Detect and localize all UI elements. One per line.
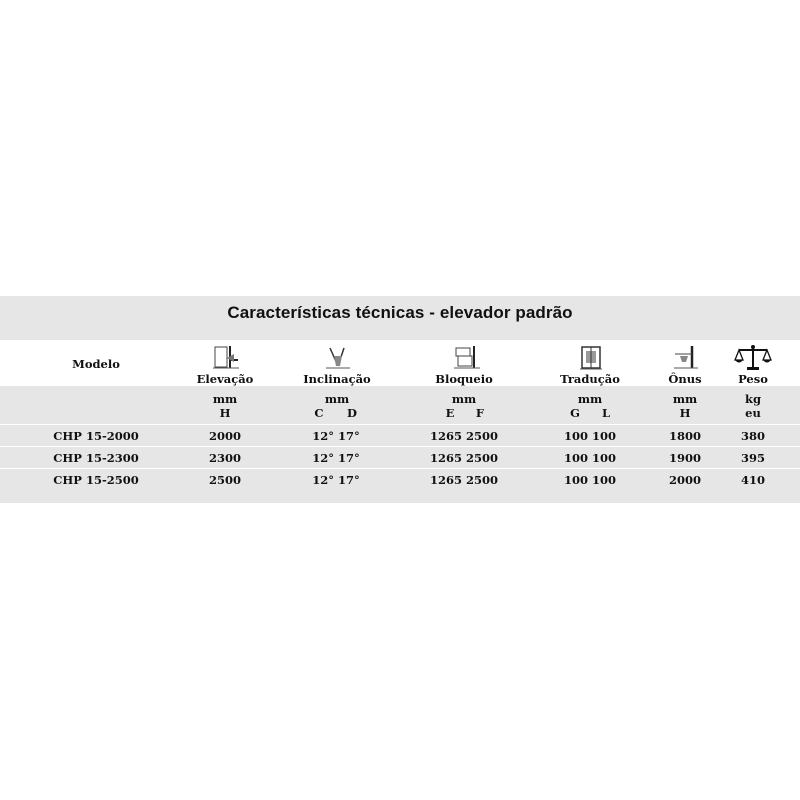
cell-onus: 1800 bbox=[668, 429, 702, 443]
unit-bloqueio: mm bbox=[451, 392, 477, 406]
cell-peso: 395 bbox=[740, 451, 766, 465]
cell-peso: 380 bbox=[740, 429, 766, 443]
sub-bloqueio-f: F bbox=[475, 406, 485, 420]
lock-icon bbox=[452, 344, 482, 372]
header-inclinacao: Inclinação bbox=[303, 372, 371, 386]
sub-peso-eu: eu bbox=[745, 406, 761, 420]
sub-inclinacao-c: C bbox=[314, 406, 324, 420]
unit-traducao: mm bbox=[577, 392, 603, 406]
cell-inclinacao: 12° 17° bbox=[312, 429, 360, 443]
sub-traducao-g: G bbox=[570, 406, 580, 420]
cell-elevacao: 2300 bbox=[208, 451, 242, 465]
header-modelo: Modelo bbox=[72, 357, 120, 371]
unit-elevacao: mm bbox=[212, 392, 238, 406]
unit-onus: mm bbox=[672, 392, 698, 406]
sub-onus-h: H bbox=[679, 406, 691, 420]
cell-inclinacao: 12° 17° bbox=[312, 451, 360, 465]
cell-model: CHP 15-2300 bbox=[53, 451, 139, 465]
sub-inclinacao-d: D bbox=[347, 406, 357, 420]
cell-bloqueio: 1265 2500 bbox=[429, 451, 499, 465]
tilt-icon bbox=[324, 344, 352, 372]
load-icon bbox=[672, 344, 700, 372]
scale-icon bbox=[734, 344, 772, 372]
cell-elevacao: 2000 bbox=[208, 429, 242, 443]
header-traducao: Tradução bbox=[560, 372, 620, 386]
cell-inclinacao: 12° 17° bbox=[312, 473, 360, 487]
cell-bloqueio: 1265 2500 bbox=[429, 429, 499, 443]
header-elevacao: Elevação bbox=[196, 372, 254, 386]
unit-peso: kg bbox=[744, 392, 762, 406]
cell-model: CHP 15-2500 bbox=[53, 473, 139, 487]
unit-inclinacao: mm bbox=[324, 392, 350, 406]
cell-model: CHP 15-2000 bbox=[53, 429, 139, 443]
row-divider bbox=[0, 424, 800, 425]
header-onus: Ônus bbox=[668, 372, 702, 386]
cell-traducao: 100 100 bbox=[563, 473, 617, 487]
sub-bloqueio-e: E bbox=[445, 406, 455, 420]
cell-onus: 2000 bbox=[668, 473, 702, 487]
table-title: Características técnicas - elevador padrão bbox=[227, 303, 573, 322]
cell-traducao: 100 100 bbox=[563, 451, 617, 465]
cell-peso: 410 bbox=[740, 473, 766, 487]
translation-icon bbox=[580, 344, 602, 372]
header-peso: Peso bbox=[738, 372, 768, 386]
sub-elevacao-h: H bbox=[219, 406, 231, 420]
row-divider bbox=[0, 446, 800, 447]
cell-elevacao: 2500 bbox=[208, 473, 242, 487]
sub-traducao-l: L bbox=[601, 406, 611, 420]
lift-height-icon bbox=[212, 344, 240, 372]
header-bloqueio: Bloqueio bbox=[435, 372, 493, 386]
cell-bloqueio: 1265 2500 bbox=[429, 473, 499, 487]
row-divider bbox=[0, 468, 800, 469]
cell-onus: 1900 bbox=[668, 451, 702, 465]
cell-traducao: 100 100 bbox=[563, 429, 617, 443]
